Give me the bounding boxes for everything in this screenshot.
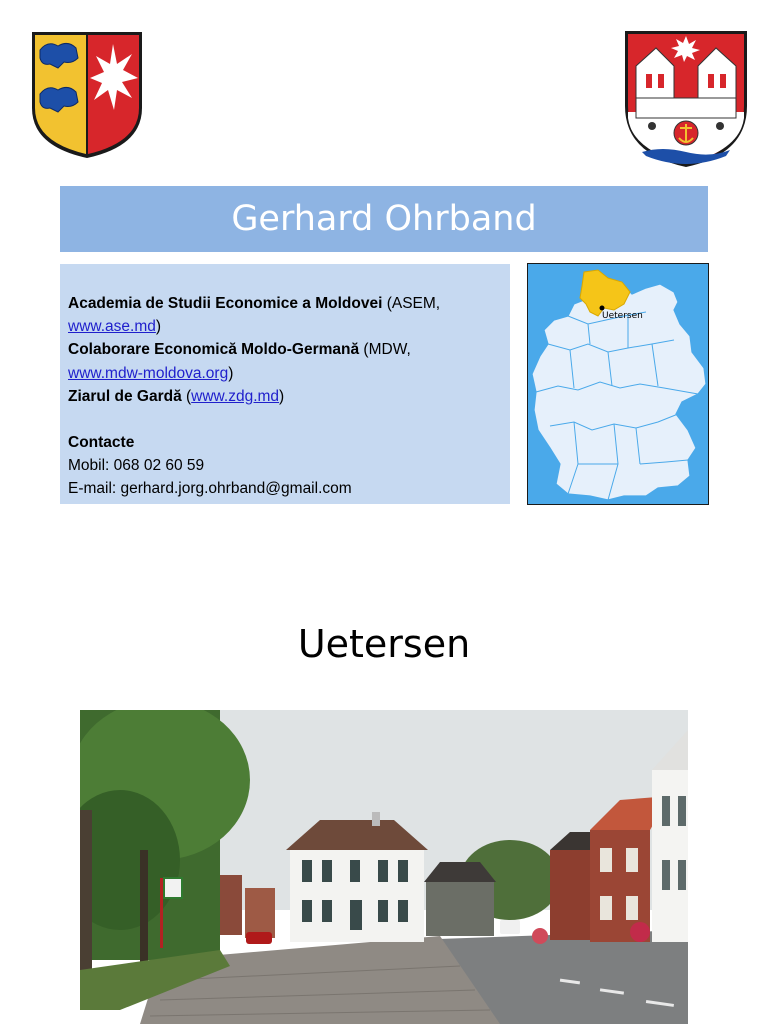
zdg-open-paren: (: [181, 387, 192, 405]
info-box: [60, 264, 510, 504]
street-photo: [80, 710, 688, 1024]
map-city-label: Uetersen: [602, 311, 643, 321]
zdg-link[interactable]: www.zdg.md: [191, 387, 280, 405]
zdg-link-close: ): [279, 387, 285, 405]
asem-link[interactable]: www.ase.md: [68, 318, 156, 336]
affiliation-mdw: [68, 338, 510, 361]
section-title: Uetersen: [297, 622, 471, 666]
affiliation-mdw-name: Colaborare Economică Moldo-Germană: [68, 341, 360, 359]
germany-map: [527, 263, 709, 505]
contact-email: E-mail: gerhard.jorg.ohrband@gmail.com: [68, 480, 352, 498]
asem-link-close: ): [155, 318, 162, 336]
germany-map-icon: [528, 264, 709, 505]
affiliation-mdw-abbr: (MDW,: [359, 341, 411, 359]
affiliation-zdg-name: Ziarul de Gardă: [68, 387, 182, 405]
affiliation-asem: [68, 292, 510, 315]
contact-heading: [68, 431, 510, 454]
germany-land-shape: [532, 274, 706, 500]
affiliation-zdg: [68, 385, 510, 408]
affiliation-asem-name: Academia de Studii Economice a Moldovei: [68, 295, 383, 312]
title-bar: [60, 186, 708, 252]
contact-mobile: Mobil: 068 02 60 59: [68, 457, 205, 475]
mdw-link-close: ): [228, 364, 234, 382]
schleswig-holstein-crest-icon: [28, 28, 146, 162]
affiliation-asem-link-line: [68, 315, 510, 338]
uetersen-crest-icon: [622, 28, 750, 170]
street-scene-image: [80, 710, 688, 1024]
contact-heading-text: Contacte: [68, 434, 135, 452]
affiliation-mdw-link-line: [68, 362, 510, 385]
page-title: Gerhard Ohrband: [231, 199, 537, 239]
affiliation-asem-abbr: (ASEM,: [382, 295, 441, 312]
mdw-link[interactable]: www.mdw-moldova.org: [68, 364, 229, 382]
